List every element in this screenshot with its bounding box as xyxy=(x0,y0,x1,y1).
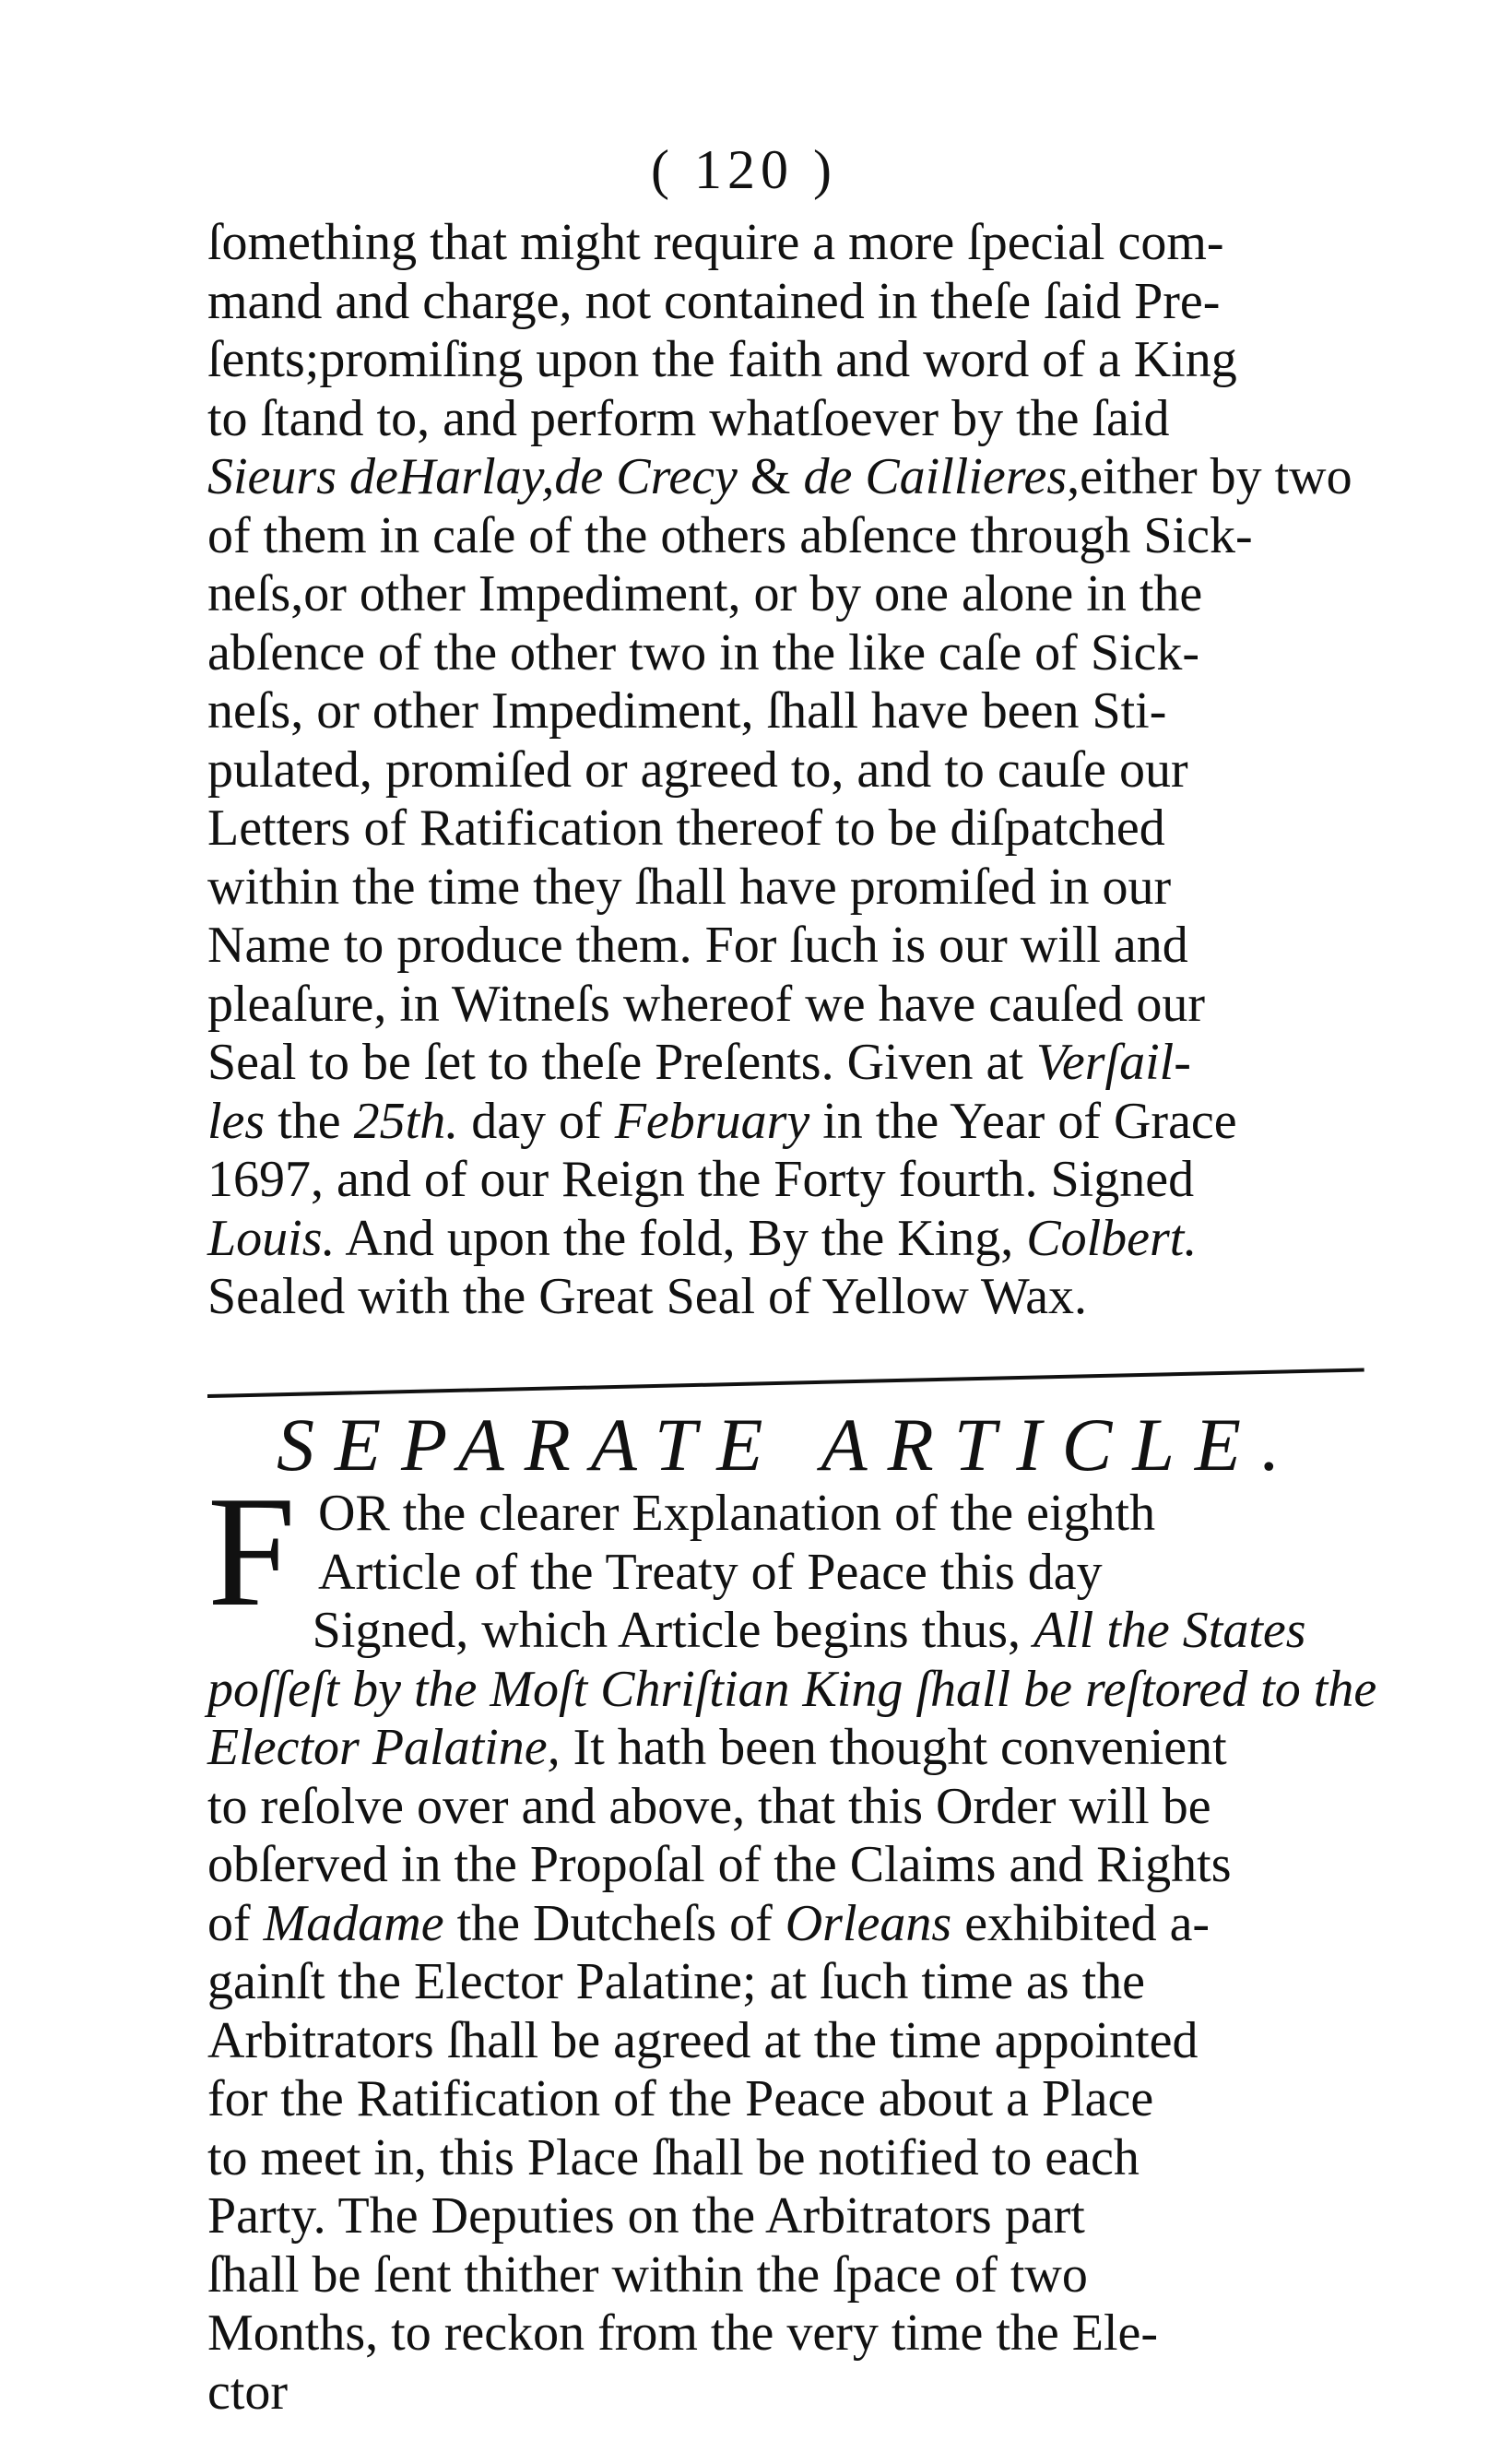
text-line xyxy=(207,2070,1378,2129)
text-line xyxy=(207,741,1378,800)
text-segment: gainſt the Elector Palatine; at ſuch time as the xyxy=(207,1953,1145,2010)
text-line xyxy=(207,2363,1378,2423)
italic-text-segment: Elector Palatine, xyxy=(207,1719,561,1776)
text-line xyxy=(207,917,1378,976)
text-segment: to ſtand to, and perform whatſoever by the ſaid xyxy=(207,389,1170,447)
text-line xyxy=(207,2246,1378,2305)
text-line xyxy=(207,390,1378,449)
text-segment: Article of the Treaty of Peace this day xyxy=(318,1543,1103,1601)
text-segment: the Dutcheſs of xyxy=(443,1894,785,1952)
italic-text-segment: de Caillieres xyxy=(803,448,1068,505)
italic-text-segment: Louis. xyxy=(207,1209,336,1267)
text-line xyxy=(207,976,1378,1035)
text-line xyxy=(207,800,1378,859)
text-line xyxy=(207,565,1378,624)
italic-text-segment: Colbert. xyxy=(1026,1209,1198,1267)
text-segment: pleaſure, in Witneſs whereof we have cauſed our xyxy=(207,975,1206,1033)
italic-text-segment: Sieurs deHarlay,de Crecy xyxy=(207,448,738,505)
text-segment: It hath been thought convenient xyxy=(560,1719,1227,1776)
text-segment: ſhall be ſent thither within the ſpace of two xyxy=(207,2245,1088,2304)
text-line xyxy=(207,2129,1378,2188)
text-line xyxy=(207,1778,1378,1837)
text-line xyxy=(207,1210,1378,1269)
text-segment: in the Year of Grace xyxy=(809,1092,1237,1150)
italic-text-segment: February xyxy=(614,1092,810,1150)
text-line xyxy=(207,507,1378,566)
text-line xyxy=(207,331,1378,390)
text-segment: Name to produce them. For ſuch is our will and xyxy=(207,917,1188,974)
text-segment: Letters of Ratification thereof to be diſpatched xyxy=(207,800,1165,857)
italic-text-segment: poſſeſt by the Moſt Chriſtian King ſhall be reſtored to the xyxy=(207,1660,1377,1718)
text-line xyxy=(207,1093,1378,1152)
text-segment: the xyxy=(265,1092,354,1150)
separate-article-paragraph xyxy=(207,1464,1378,2422)
text-segment: exhibited a- xyxy=(951,1894,1210,1952)
text-segment: pulated, promiſed or agreed to, and to cauſe our xyxy=(207,740,1188,799)
text-line xyxy=(207,1151,1378,1210)
text-segment: ,either by two xyxy=(1067,448,1352,505)
text-line xyxy=(207,2304,1378,2363)
text-segment: for the Ratification of the Peace about a Place xyxy=(207,2070,1154,2127)
text-segment: Signed, which Article begins thus, xyxy=(312,1602,1034,1659)
text-segment: of xyxy=(207,1894,264,1952)
page-number: ( 120 ) xyxy=(651,139,837,200)
treaty-ratification-paragraph xyxy=(207,214,1378,1327)
text-line xyxy=(207,1544,1378,1603)
italic-text-segment: Orleans xyxy=(785,1894,952,1952)
text-segment: ſents;promiſing upon the faith and word of a King xyxy=(207,331,1237,388)
text-line xyxy=(207,448,1378,507)
text-segment: of them in caſe of the others abſence through Sick- xyxy=(207,506,1253,564)
italic-text-segment: All the States xyxy=(1033,1602,1306,1659)
text-segment: 1697, and of our Reign the Forty fourth. Signed xyxy=(207,1151,1195,1208)
text-segment: And upon the fold, By the King, xyxy=(335,1209,1027,1267)
italic-text-segment: Verſail- xyxy=(1035,1034,1191,1091)
section-divider-rule xyxy=(207,1368,1364,1398)
text-line xyxy=(207,1034,1378,1093)
text-line xyxy=(207,214,1378,273)
italic-text-segment: 25th. xyxy=(353,1092,459,1150)
text-segment: Sealed with the Great Seal of Yellow Wax. xyxy=(207,1268,1088,1325)
text-segment: mand and charge, not contained in theſe ſaid Pre- xyxy=(207,272,1221,330)
text-segment: obſerved in the Propoſal of the Claims and Rights xyxy=(207,1836,1232,1893)
italic-text-segment: Madame xyxy=(263,1894,444,1952)
text-line xyxy=(207,1268,1378,1327)
text-segment: neſs, or other Impediment, ſhall have been Sti- xyxy=(207,682,1167,740)
text-line xyxy=(207,1661,1378,1720)
text-segment: abſence of the other two in the like caſe of Sick- xyxy=(207,623,1200,681)
text-line xyxy=(207,624,1378,683)
text-segment: to meet in, this Place ſhall be notified to each xyxy=(207,2128,1140,2186)
text-segment: within the time they ſhall have promiſed in our xyxy=(207,858,1172,916)
text-line xyxy=(207,1895,1378,1954)
text-line xyxy=(207,1719,1378,1778)
text-line xyxy=(207,1602,1378,1661)
text-segment: & xyxy=(737,448,804,505)
text-line xyxy=(207,859,1378,918)
text-line xyxy=(207,2187,1378,2246)
text-segment: Arbitrators ſhall be agreed at the time appointed xyxy=(207,2011,1199,2069)
text-line xyxy=(207,2012,1378,2071)
text-segment: ſomething that might require a more ſpecial com- xyxy=(207,214,1224,271)
text-line xyxy=(207,1485,1378,1544)
text-line xyxy=(207,1836,1378,1895)
text-segment: Seal to be ſet to theſe Preſents. Given at xyxy=(207,1034,1036,1091)
text-segment: day of xyxy=(458,1092,615,1150)
text-segment: OR the clearer Explanation of the eighth xyxy=(318,1485,1156,1542)
drop-cap-letter: F xyxy=(207,1464,296,1640)
text-line xyxy=(207,682,1378,741)
text-segment: to reſolve over and above, that this Order will be xyxy=(207,1777,1211,1835)
italic-text-segment: les xyxy=(207,1092,266,1150)
text-segment: Months, to reckon from the very time the Ele- xyxy=(207,2304,1159,2362)
text-line xyxy=(207,273,1378,332)
text-segment: ctor xyxy=(207,2363,289,2421)
text-segment: neſs,or other Impediment, or by one alone in the xyxy=(207,565,1203,622)
text-segment: Party. The Deputies on the Arbitrators part xyxy=(207,2187,1085,2245)
section-heading: SEPARATE ARTICLE. xyxy=(277,1403,1301,1487)
text-line xyxy=(207,1953,1378,2012)
